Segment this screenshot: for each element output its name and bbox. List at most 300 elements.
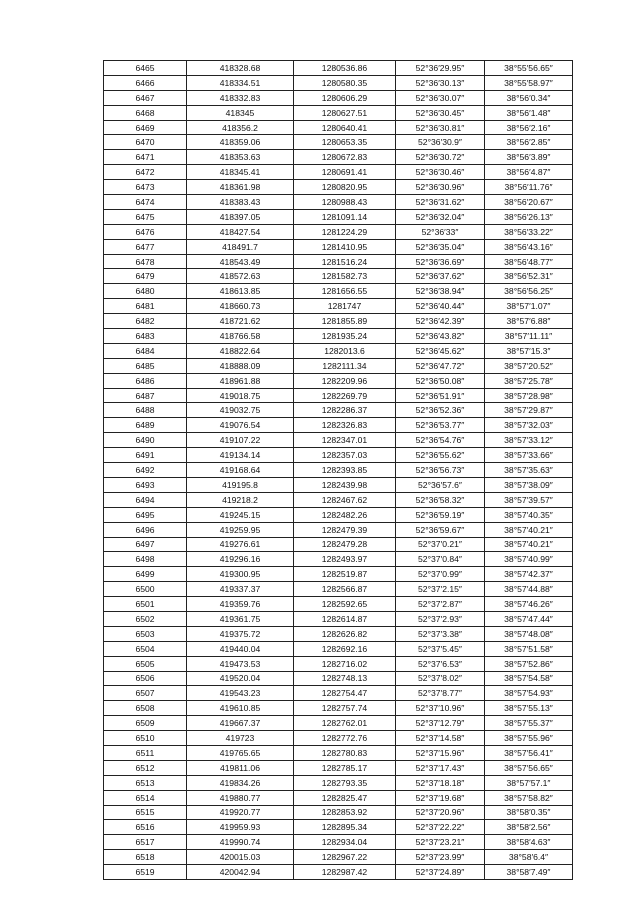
longitude-cell: 38°57′58.82″ — [485, 790, 573, 805]
x-coordinate-cell: 418397.05 — [187, 209, 294, 224]
longitude-cell: 38°57′40.21″ — [485, 522, 573, 537]
table-row — [104, 731, 573, 746]
latitude-cell: 52°37′18.18″ — [396, 775, 485, 790]
point-number-cell: 6491 — [104, 448, 187, 463]
point-number-cell: 6495 — [104, 507, 187, 522]
point-number-cell: 6504 — [104, 641, 187, 656]
latitude-cell: 52°36′56.73″ — [396, 463, 485, 478]
table-row — [104, 358, 573, 373]
x-coordinate-cell: 419296.16 — [187, 552, 294, 567]
latitude-cell: 52°36′32.04″ — [396, 209, 485, 224]
point-number-cell: 6472 — [104, 165, 187, 180]
point-number-cell: 6480 — [104, 284, 187, 299]
y-coordinate-cell: 1282493.97 — [294, 552, 396, 567]
point-number-cell: 6498 — [104, 552, 187, 567]
latitude-cell: 52°36′57.6″ — [396, 477, 485, 492]
x-coordinate-cell: 418822.64 — [187, 343, 294, 358]
table-row — [104, 299, 573, 314]
point-number-cell: 6476 — [104, 224, 187, 239]
longitude-cell: 38°56′1.48″ — [485, 105, 573, 120]
x-coordinate-cell: 418328.68 — [187, 61, 294, 76]
x-coordinate-cell: 419218.2 — [187, 492, 294, 507]
table-row — [104, 254, 573, 269]
table-row — [104, 195, 573, 210]
y-coordinate-cell: 1282780.83 — [294, 745, 396, 760]
latitude-cell: 52°36′30.9″ — [396, 135, 485, 150]
point-number-cell: 6502 — [104, 611, 187, 626]
longitude-cell: 38°56′4.87″ — [485, 165, 573, 180]
longitude-cell: 38°56′26.13″ — [485, 209, 573, 224]
table-row — [104, 477, 573, 492]
latitude-cell: 52°36′55.62″ — [396, 448, 485, 463]
x-coordinate-cell: 419245.15 — [187, 507, 294, 522]
x-coordinate-cell: 418359.06 — [187, 135, 294, 150]
longitude-cell: 38°56′11.76″ — [485, 180, 573, 195]
longitude-cell: 38°58′6.4″ — [485, 850, 573, 865]
x-coordinate-cell: 419375.72 — [187, 626, 294, 641]
latitude-cell: 52°36′31.62″ — [396, 195, 485, 210]
y-coordinate-cell: 1281855.89 — [294, 314, 396, 329]
y-coordinate-cell: 1282566.87 — [294, 582, 396, 597]
latitude-cell: 52°36′59.19″ — [396, 507, 485, 522]
longitude-cell: 38°57′40.21″ — [485, 537, 573, 552]
latitude-cell: 52°37′3.38″ — [396, 626, 485, 641]
point-number-cell: 6484 — [104, 343, 187, 358]
x-coordinate-cell: 419834.26 — [187, 775, 294, 790]
point-number-cell: 6500 — [104, 582, 187, 597]
longitude-cell: 38°57′11.11″ — [485, 329, 573, 344]
x-coordinate-cell: 419440.04 — [187, 641, 294, 656]
point-number-cell: 6478 — [104, 254, 187, 269]
table-row — [104, 329, 573, 344]
latitude-cell: 52°36′58.32″ — [396, 492, 485, 507]
y-coordinate-cell: 1282357.03 — [294, 448, 396, 463]
x-coordinate-cell: 419610.85 — [187, 701, 294, 716]
latitude-cell: 52°36′30.13″ — [396, 75, 485, 90]
point-number-cell: 6494 — [104, 492, 187, 507]
latitude-cell: 52°36′30.72″ — [396, 150, 485, 165]
x-coordinate-cell: 419811.06 — [187, 760, 294, 775]
coordinates-table-body — [104, 61, 573, 880]
table-row — [104, 835, 573, 850]
latitude-cell: 52°37′15.96″ — [396, 745, 485, 760]
longitude-cell: 38°57′57.1″ — [485, 775, 573, 790]
longitude-cell: 38°58′7.49″ — [485, 865, 573, 880]
latitude-cell: 52°36′35.04″ — [396, 239, 485, 254]
y-coordinate-cell: 1282209.96 — [294, 373, 396, 388]
y-coordinate-cell: 1282111.34 — [294, 358, 396, 373]
point-number-cell: 6471 — [104, 150, 187, 165]
y-coordinate-cell: 1280580.35 — [294, 75, 396, 90]
point-number-cell: 6518 — [104, 850, 187, 865]
point-number-cell: 6507 — [104, 686, 187, 701]
longitude-cell: 38°57′46.26″ — [485, 597, 573, 612]
point-number-cell: 6513 — [104, 775, 187, 790]
x-coordinate-cell: 419018.75 — [187, 388, 294, 403]
latitude-cell: 52°37′23.21″ — [396, 835, 485, 850]
table-row — [104, 90, 573, 105]
longitude-cell: 38°57′15.3″ — [485, 343, 573, 358]
table-row — [104, 120, 573, 135]
x-coordinate-cell: 419765.65 — [187, 745, 294, 760]
table-row — [104, 745, 573, 760]
point-number-cell: 6481 — [104, 299, 187, 314]
y-coordinate-cell: 1282614.87 — [294, 611, 396, 626]
x-coordinate-cell: 419959.93 — [187, 820, 294, 835]
x-coordinate-cell: 419473.53 — [187, 656, 294, 671]
latitude-cell: 52°37′10.96″ — [396, 701, 485, 716]
point-number-cell: 6466 — [104, 75, 187, 90]
latitude-cell: 52°36′51.91″ — [396, 388, 485, 403]
y-coordinate-cell: 1282716.02 — [294, 656, 396, 671]
y-coordinate-cell: 1282762.01 — [294, 716, 396, 731]
longitude-cell: 38°57′29.87″ — [485, 403, 573, 418]
point-number-cell: 6485 — [104, 358, 187, 373]
longitude-cell: 38°56′43.16″ — [485, 239, 573, 254]
latitude-cell: 52°36′54.76″ — [396, 433, 485, 448]
x-coordinate-cell: 418353.63 — [187, 150, 294, 165]
longitude-cell: 38°56′33.22″ — [485, 224, 573, 239]
x-coordinate-cell: 418383.43 — [187, 195, 294, 210]
latitude-cell: 52°36′30.46″ — [396, 165, 485, 180]
latitude-cell: 52°37′0.21″ — [396, 537, 485, 552]
latitude-cell: 52°37′12.79″ — [396, 716, 485, 731]
latitude-cell: 52°37′24.89″ — [396, 865, 485, 880]
x-coordinate-cell: 419300.95 — [187, 567, 294, 582]
latitude-cell: 52°37′8.77″ — [396, 686, 485, 701]
point-number-cell: 6515 — [104, 805, 187, 820]
point-number-cell: 6490 — [104, 433, 187, 448]
longitude-cell: 38°57′25.78″ — [485, 373, 573, 388]
table-row — [104, 433, 573, 448]
x-coordinate-cell: 420042.94 — [187, 865, 294, 880]
table-row — [104, 820, 573, 835]
y-coordinate-cell: 1281091.14 — [294, 209, 396, 224]
y-coordinate-cell: 1282479.28 — [294, 537, 396, 552]
latitude-cell: 52°37′23.99″ — [396, 850, 485, 865]
x-coordinate-cell: 419359.76 — [187, 597, 294, 612]
table-row — [104, 448, 573, 463]
point-number-cell: 6479 — [104, 269, 187, 284]
x-coordinate-cell: 418961.88 — [187, 373, 294, 388]
table-row — [104, 224, 573, 239]
longitude-cell: 38°57′47.44″ — [485, 611, 573, 626]
y-coordinate-cell: 1280988.43 — [294, 195, 396, 210]
y-coordinate-cell: 1280672.83 — [294, 150, 396, 165]
point-number-cell: 6468 — [104, 105, 187, 120]
y-coordinate-cell: 1280820.95 — [294, 180, 396, 195]
longitude-cell: 38°55′58.97″ — [485, 75, 573, 90]
y-coordinate-cell: 1282748.13 — [294, 671, 396, 686]
x-coordinate-cell: 419337.37 — [187, 582, 294, 597]
longitude-cell: 38°57′35.63″ — [485, 463, 573, 478]
latitude-cell: 52°36′59.67″ — [396, 522, 485, 537]
table-row — [104, 626, 573, 641]
point-number-cell: 6517 — [104, 835, 187, 850]
y-coordinate-cell: 1281935.24 — [294, 329, 396, 344]
point-number-cell: 6506 — [104, 671, 187, 686]
point-number-cell: 6496 — [104, 522, 187, 537]
y-coordinate-cell: 1282895.34 — [294, 820, 396, 835]
table-row — [104, 343, 573, 358]
longitude-cell: 38°57′44.88″ — [485, 582, 573, 597]
x-coordinate-cell: 419667.37 — [187, 716, 294, 731]
y-coordinate-cell: 1280640.41 — [294, 120, 396, 135]
latitude-cell: 52°36′30.96″ — [396, 180, 485, 195]
longitude-cell: 38°57′40.99″ — [485, 552, 573, 567]
x-coordinate-cell: 418766.58 — [187, 329, 294, 344]
y-coordinate-cell: 1282934.04 — [294, 835, 396, 850]
longitude-cell: 38°57′55.13″ — [485, 701, 573, 716]
point-number-cell: 6488 — [104, 403, 187, 418]
y-coordinate-cell: 1282347.01 — [294, 433, 396, 448]
x-coordinate-cell: 418572.63 — [187, 269, 294, 284]
point-number-cell: 6510 — [104, 731, 187, 746]
longitude-cell: 38°55′56.65″ — [485, 61, 573, 76]
longitude-cell: 38°57′55.37″ — [485, 716, 573, 731]
longitude-cell: 38°57′33.66″ — [485, 448, 573, 463]
latitude-cell: 52°36′50.08″ — [396, 373, 485, 388]
latitude-cell: 52°36′43.82″ — [396, 329, 485, 344]
y-coordinate-cell: 1282269.79 — [294, 388, 396, 403]
latitude-cell: 52°37′8.02″ — [396, 671, 485, 686]
y-coordinate-cell: 1282592.65 — [294, 597, 396, 612]
point-number-cell: 6483 — [104, 329, 187, 344]
latitude-cell: 52°36′37.62″ — [396, 269, 485, 284]
point-number-cell: 6475 — [104, 209, 187, 224]
latitude-cell: 52°37′6.53″ — [396, 656, 485, 671]
point-number-cell: 6477 — [104, 239, 187, 254]
latitude-cell: 52°37′5.45″ — [396, 641, 485, 656]
point-number-cell: 6493 — [104, 477, 187, 492]
table-row — [104, 61, 573, 76]
latitude-cell: 52°36′42.39″ — [396, 314, 485, 329]
y-coordinate-cell: 1280627.51 — [294, 105, 396, 120]
x-coordinate-cell: 419276.61 — [187, 537, 294, 552]
table-row — [104, 373, 573, 388]
longitude-cell: 38°57′28.98″ — [485, 388, 573, 403]
x-coordinate-cell: 418888.09 — [187, 358, 294, 373]
latitude-cell: 52°36′38.94″ — [396, 284, 485, 299]
table-row — [104, 165, 573, 180]
table-row — [104, 135, 573, 150]
longitude-cell: 38°56′3.89″ — [485, 150, 573, 165]
x-coordinate-cell: 419134.14 — [187, 448, 294, 463]
point-number-cell: 6511 — [104, 745, 187, 760]
table-row — [104, 492, 573, 507]
table-row — [104, 388, 573, 403]
point-number-cell: 6465 — [104, 61, 187, 76]
longitude-cell: 38°58′2.56″ — [485, 820, 573, 835]
x-coordinate-cell: 419520.04 — [187, 671, 294, 686]
y-coordinate-cell: 1282757.74 — [294, 701, 396, 716]
table-row — [104, 582, 573, 597]
latitude-cell: 52°36′52.36″ — [396, 403, 485, 418]
y-coordinate-cell: 1280691.41 — [294, 165, 396, 180]
longitude-cell: 38°57′40.35″ — [485, 507, 573, 522]
point-number-cell: 6508 — [104, 701, 187, 716]
latitude-cell: 52°37′2.87″ — [396, 597, 485, 612]
longitude-cell: 38°57′1.07″ — [485, 299, 573, 314]
table-row — [104, 75, 573, 90]
point-number-cell: 6487 — [104, 388, 187, 403]
longitude-cell: 38°57′20.52″ — [485, 358, 573, 373]
longitude-cell: 38°57′48.08″ — [485, 626, 573, 641]
y-coordinate-cell: 1281747 — [294, 299, 396, 314]
table-row — [104, 775, 573, 790]
x-coordinate-cell: 419990.74 — [187, 835, 294, 850]
latitude-cell: 52°36′53.77″ — [396, 418, 485, 433]
x-coordinate-cell: 418491.7 — [187, 239, 294, 254]
x-coordinate-cell: 418427.54 — [187, 224, 294, 239]
table-row — [104, 209, 573, 224]
latitude-cell: 52°37′20.96″ — [396, 805, 485, 820]
x-coordinate-cell: 419168.64 — [187, 463, 294, 478]
y-coordinate-cell: 1282013.6 — [294, 343, 396, 358]
y-coordinate-cell: 1282987.42 — [294, 865, 396, 880]
x-coordinate-cell: 419920.77 — [187, 805, 294, 820]
longitude-cell: 38°56′20.67″ — [485, 195, 573, 210]
y-coordinate-cell: 1281410.95 — [294, 239, 396, 254]
y-coordinate-cell: 1282692.16 — [294, 641, 396, 656]
table-row — [104, 671, 573, 686]
longitude-cell: 38°57′56.65″ — [485, 760, 573, 775]
latitude-cell: 52°36′33″ — [396, 224, 485, 239]
longitude-cell: 38°57′54.58″ — [485, 671, 573, 686]
y-coordinate-cell: 1281516.24 — [294, 254, 396, 269]
table-row — [104, 656, 573, 671]
x-coordinate-cell: 419259.95 — [187, 522, 294, 537]
y-coordinate-cell: 1282825.47 — [294, 790, 396, 805]
point-number-cell: 6473 — [104, 180, 187, 195]
longitude-cell: 38°57′54.93″ — [485, 686, 573, 701]
x-coordinate-cell: 419880.77 — [187, 790, 294, 805]
table-row — [104, 269, 573, 284]
table-row — [104, 760, 573, 775]
y-coordinate-cell: 1280606.29 — [294, 90, 396, 105]
y-coordinate-cell: 1280653.35 — [294, 135, 396, 150]
y-coordinate-cell: 1282482.26 — [294, 507, 396, 522]
y-coordinate-cell: 1282785.17 — [294, 760, 396, 775]
point-number-cell: 6514 — [104, 790, 187, 805]
point-number-cell: 6509 — [104, 716, 187, 731]
x-coordinate-cell: 419076.54 — [187, 418, 294, 433]
x-coordinate-cell: 418613.85 — [187, 284, 294, 299]
latitude-cell: 52°36′47.72″ — [396, 358, 485, 373]
point-number-cell: 6486 — [104, 373, 187, 388]
table-row — [104, 507, 573, 522]
x-coordinate-cell: 420015.03 — [187, 850, 294, 865]
x-coordinate-cell: 418334.51 — [187, 75, 294, 90]
longitude-cell: 38°57′38.09″ — [485, 477, 573, 492]
x-coordinate-cell: 418332.83 — [187, 90, 294, 105]
y-coordinate-cell: 1282286.37 — [294, 403, 396, 418]
y-coordinate-cell: 1282326.83 — [294, 418, 396, 433]
table-row — [104, 180, 573, 195]
x-coordinate-cell: 419723 — [187, 731, 294, 746]
point-number-cell: 6474 — [104, 195, 187, 210]
latitude-cell: 52°37′2.15″ — [396, 582, 485, 597]
latitude-cell: 52°36′36.69″ — [396, 254, 485, 269]
table-row — [104, 790, 573, 805]
latitude-cell: 52°37′14.58″ — [396, 731, 485, 746]
longitude-cell: 38°57′39.57″ — [485, 492, 573, 507]
x-coordinate-cell: 419543.23 — [187, 686, 294, 701]
longitude-cell: 38°56′0.34″ — [485, 90, 573, 105]
latitude-cell: 52°37′0.84″ — [396, 552, 485, 567]
x-coordinate-cell: 418345 — [187, 105, 294, 120]
table-row — [104, 463, 573, 478]
table-row — [104, 239, 573, 254]
longitude-cell: 38°57′42.37″ — [485, 567, 573, 582]
point-number-cell: 6501 — [104, 597, 187, 612]
point-number-cell: 6519 — [104, 865, 187, 880]
y-coordinate-cell: 1281656.55 — [294, 284, 396, 299]
y-coordinate-cell: 1282754.47 — [294, 686, 396, 701]
y-coordinate-cell: 1282772.76 — [294, 731, 396, 746]
point-number-cell: 6497 — [104, 537, 187, 552]
x-coordinate-cell: 418660.73 — [187, 299, 294, 314]
table-row — [104, 537, 573, 552]
y-coordinate-cell: 1282393.85 — [294, 463, 396, 478]
x-coordinate-cell: 418345.41 — [187, 165, 294, 180]
point-number-cell: 6469 — [104, 120, 187, 135]
table-row — [104, 611, 573, 626]
longitude-cell: 38°57′55.96″ — [485, 731, 573, 746]
x-coordinate-cell: 418543.49 — [187, 254, 294, 269]
y-coordinate-cell: 1282793.35 — [294, 775, 396, 790]
table-row — [104, 105, 573, 120]
point-number-cell: 6489 — [104, 418, 187, 433]
latitude-cell: 52°37′2.93″ — [396, 611, 485, 626]
point-number-cell: 6516 — [104, 820, 187, 835]
y-coordinate-cell: 1282853.92 — [294, 805, 396, 820]
table-row — [104, 641, 573, 656]
latitude-cell: 52°37′19.68″ — [396, 790, 485, 805]
latitude-cell: 52°36′40.44″ — [396, 299, 485, 314]
point-number-cell: 6503 — [104, 626, 187, 641]
x-coordinate-cell: 419107.22 — [187, 433, 294, 448]
longitude-cell: 38°57′33.12″ — [485, 433, 573, 448]
point-number-cell: 6470 — [104, 135, 187, 150]
longitude-cell: 38°56′2.85″ — [485, 135, 573, 150]
y-coordinate-cell: 1281582.73 — [294, 269, 396, 284]
latitude-cell: 52°36′30.45″ — [396, 105, 485, 120]
y-coordinate-cell: 1282626.82 — [294, 626, 396, 641]
longitude-cell: 38°56′52.31″ — [485, 269, 573, 284]
point-number-cell: 6512 — [104, 760, 187, 775]
table-row — [104, 597, 573, 612]
x-coordinate-cell: 419032.75 — [187, 403, 294, 418]
latitude-cell: 52°36′30.81″ — [396, 120, 485, 135]
point-number-cell: 6505 — [104, 656, 187, 671]
longitude-cell: 38°58′0.35″ — [485, 805, 573, 820]
point-number-cell: 6499 — [104, 567, 187, 582]
longitude-cell: 38°57′52.86″ — [485, 656, 573, 671]
y-coordinate-cell: 1282467.62 — [294, 492, 396, 507]
latitude-cell: 52°37′22.22″ — [396, 820, 485, 835]
point-number-cell: 6482 — [104, 314, 187, 329]
latitude-cell: 52°36′45.62″ — [396, 343, 485, 358]
longitude-cell: 38°58′4.63″ — [485, 835, 573, 850]
table-row — [104, 850, 573, 865]
table-row — [104, 805, 573, 820]
table-row — [104, 865, 573, 880]
table-row — [104, 150, 573, 165]
longitude-cell: 38°57′6.88″ — [485, 314, 573, 329]
y-coordinate-cell: 1282479.39 — [294, 522, 396, 537]
longitude-cell: 38°57′32.03″ — [485, 418, 573, 433]
